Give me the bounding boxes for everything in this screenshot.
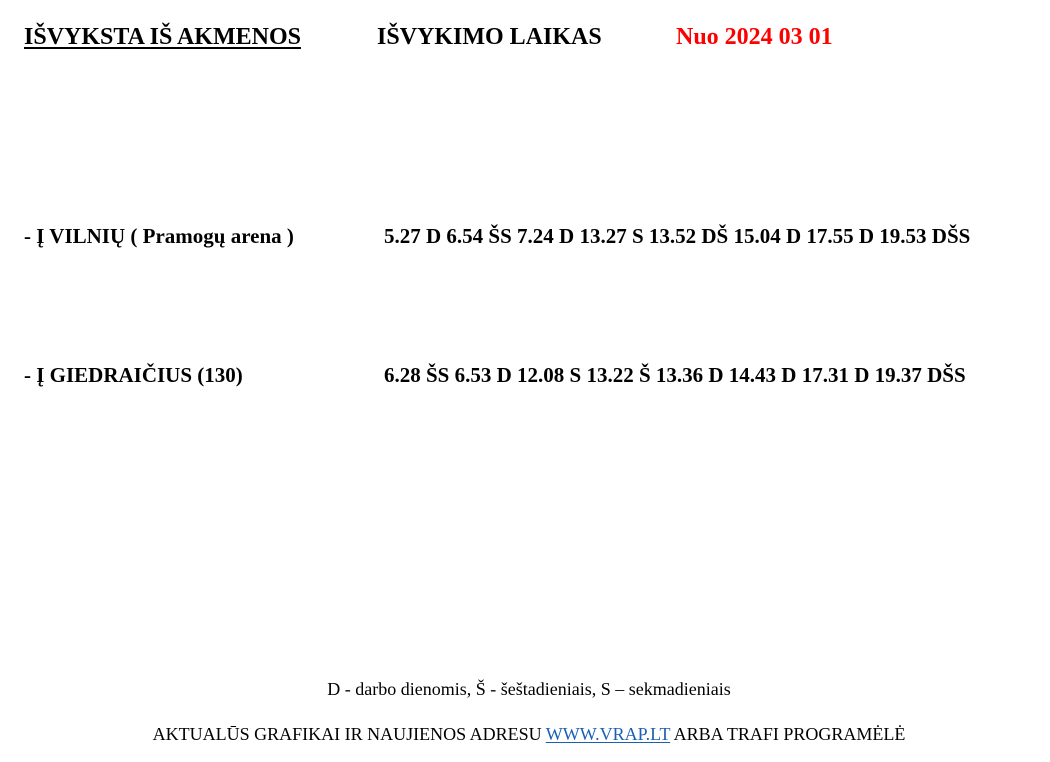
footer-text-after-link: ARBA TRAFI PROGRAMĖLĖ: [670, 724, 906, 744]
footer-notice: [0, 722, 1050, 746]
departure-location-heading: IŠVYKSTA IŠ AKMENOS: [24, 24, 301, 50]
day-legend: D - darbo dienomis, Š - šeštadieniais, S – sekmadieniais: [327, 679, 731, 699]
route-destination-giedraiciai: - Į GIEDRAIČIUS (130): [24, 363, 243, 387]
route-times-vilnius: 5.27 D 6.54 ŠS 7.24 D 13.27 S 13.52 DŠ 15.04 D 17.55 D 19.53 DŠS: [384, 224, 971, 248]
vrap-website-link[interactable]: WWW.VRAP.LT: [545, 724, 671, 744]
route-times-giedraiciai: 6.28 ŠS 6.53 D 12.08 S 13.22 Š 13.36 D 14.43 D 17.31 D 19.37 DŠS: [384, 363, 966, 387]
valid-from-date: Nuo 2024 03 01: [676, 24, 833, 50]
departure-time-heading: IŠVYKIMO LAIKAS: [377, 24, 602, 50]
route-destination-vilnius: - Į VILNIŲ ( Pramogų arena ): [24, 224, 294, 248]
footer-text-before-link: AKTUALŪS GRAFIKAI IR NAUJIENOS ADRESU: [152, 724, 546, 744]
